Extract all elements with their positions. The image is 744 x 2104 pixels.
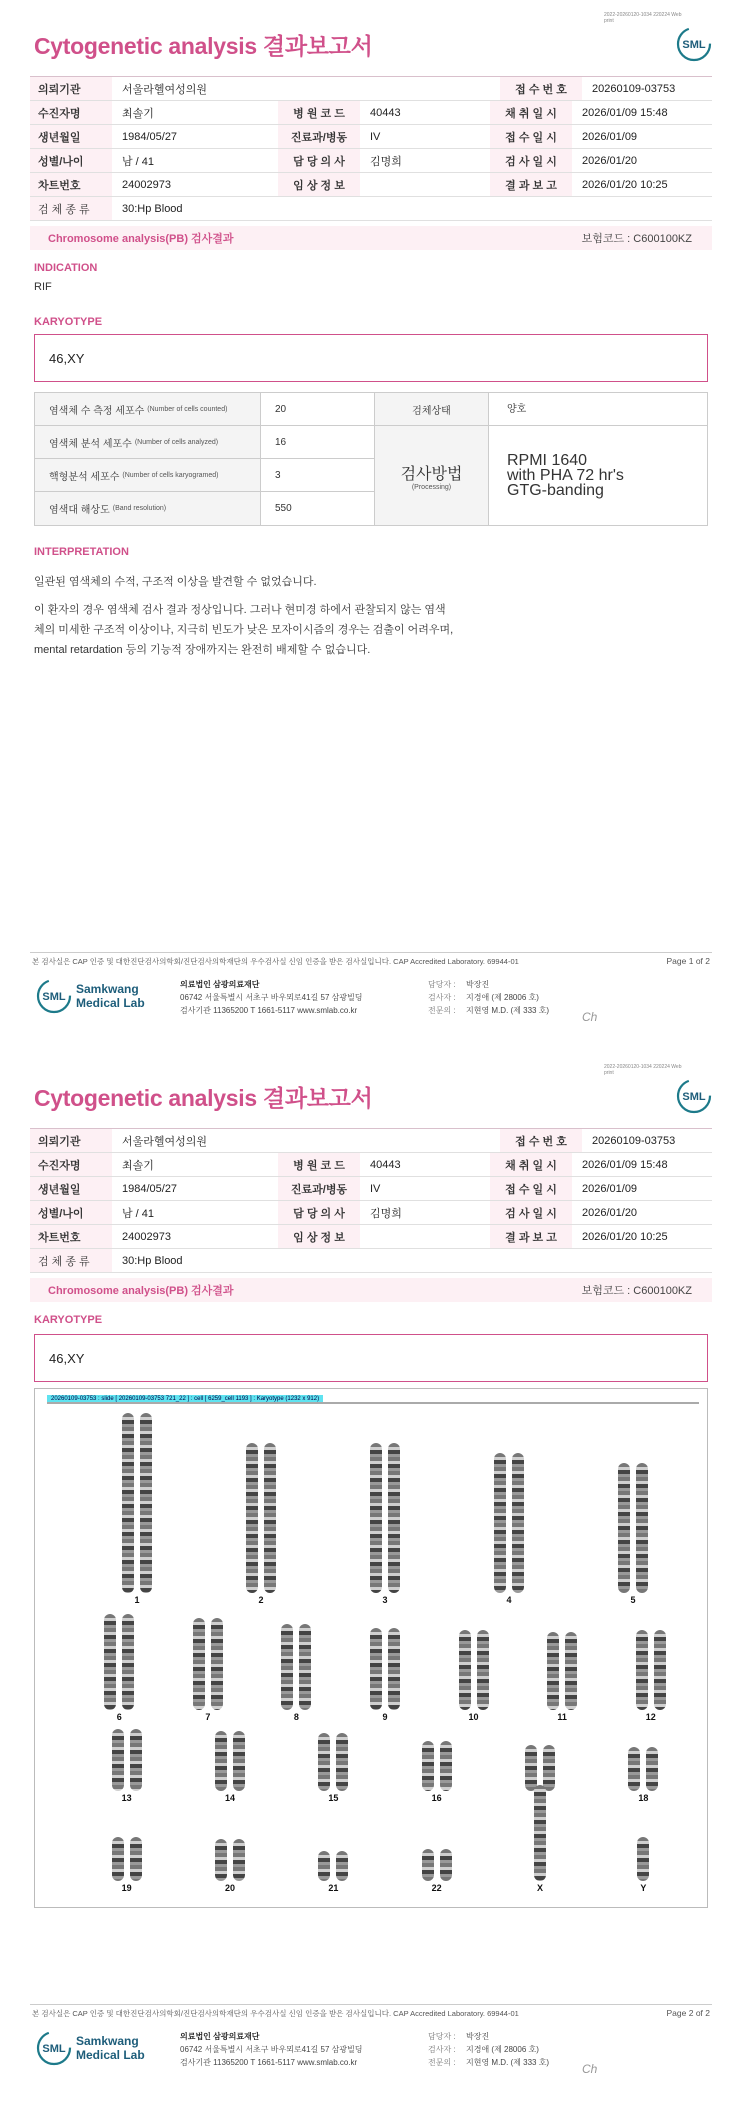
info-value: IV (370, 1182, 381, 1195)
chromosome (565, 1632, 577, 1710)
info-row (30, 197, 712, 221)
chromosome-label: 19 (121, 1883, 132, 1893)
chromosome-label: 22 (431, 1883, 442, 1893)
chromosome (140, 1413, 152, 1593)
document-code: 2022-20260120-1034 220224 Web print (604, 12, 682, 24)
chromosome (547, 1632, 559, 1710)
cell-label-en: (Band resolution) (112, 505, 167, 512)
cell-label-en: (Number of cells karyogramed) (122, 471, 219, 479)
info-label: 성별/나이 (30, 1201, 112, 1224)
table-row (35, 459, 375, 492)
info-value (360, 173, 490, 196)
page-title: Cytogenetic analysis 결과보고서 (34, 1085, 373, 1111)
info-value: 서울라헬여성의원 (122, 1135, 208, 1148)
page-number: Page 2 of 2 (666, 2008, 710, 2018)
chromosome (512, 1453, 524, 1593)
chromosome (318, 1733, 330, 1791)
table-row (35, 426, 375, 459)
info-value: 최솔기 (122, 1159, 154, 1172)
chromosome-label: 20 (224, 1883, 235, 1893)
info-value: 40443 (370, 1158, 401, 1171)
chromosome (233, 1839, 245, 1881)
chromosome-label: 10 (468, 1712, 479, 1722)
info-label: 검 사 일 시 (490, 149, 572, 172)
chromosome (440, 1741, 452, 1791)
chromosome (246, 1443, 258, 1593)
info-label: 병 원 코 드 (278, 1153, 360, 1176)
info-label: 임 상 정 보 (278, 1225, 360, 1248)
karyogram-image (34, 1388, 708, 1908)
info-value: 2026/01/09 (582, 1182, 638, 1195)
signature: Ch (582, 2062, 598, 2076)
interpretation-paragraph: 이 환자의 경우 염색체 검사 결과 정상입니다. 그러나 현미경 하에서 관찰되지 않는 염색체의 미세한 구조적 이상이나, 지극히 빈도가 낮은 모자이시즘의 경우는 검출이 어려우며, mental retardation 등의 기능적 장애까지는 완전히 배제할 수 없습니다. (34, 604, 454, 656)
chromosome (281, 1624, 293, 1710)
karyogram-rule (47, 1402, 699, 1404)
info-row (30, 1153, 712, 1177)
chromosome-label: 1 (134, 1595, 140, 1605)
info-label: 결 과 보 고 (490, 1225, 572, 1248)
info-label: 채 취 일 시 (490, 101, 572, 124)
info-label: 성별/나이 (30, 149, 112, 172)
chromosome-label: 16 (431, 1793, 442, 1803)
footer-note: 본 검사실은 CAP 인증 및 대한진단검사의학회/진단검사의학재단의 우수검사실 신임 인증을 받은 검사실입니다. CAP Accredited Laboratory. 69944-01 (32, 2009, 519, 2018)
info-value: 2026/01/20 10:25 (582, 178, 668, 191)
band-resolution-value: 550 (261, 492, 375, 525)
cell-label: 핵형분석 세포수 (49, 471, 120, 483)
footer-address: 의료법인 삼광의료재단 06742 서울특별시 서초구 바우뫼로41길 57 삼광빌딩 검사기관 11365200 T 1661-5117 www.smlab.co.kr (180, 980, 363, 1015)
chromosome (215, 1839, 227, 1881)
result-section-title: Chromosome analysis(PB) 검사결과 (48, 1285, 234, 1297)
info-label: 수진자명 (30, 101, 112, 124)
chromosome (112, 1837, 124, 1881)
info-row (30, 101, 712, 125)
chromosome (130, 1837, 142, 1881)
info-label: 수진자명 (30, 1153, 112, 1176)
karyotype-result-box (34, 334, 708, 382)
info-row (30, 173, 712, 197)
info-value: 24002973 (122, 178, 171, 191)
sml-logo (676, 1078, 712, 1114)
chromosome (440, 1849, 452, 1881)
sml-logo (676, 26, 712, 62)
chromosome (122, 1413, 134, 1593)
info-value: 남 / 41 (122, 1207, 155, 1220)
specimen-state-label: 검체상태 (375, 393, 489, 425)
chromosome (388, 1443, 400, 1593)
chromosome-label: 15 (328, 1793, 339, 1803)
info-row (30, 125, 712, 149)
indication-heading: INDICATION (34, 262, 98, 274)
interpretation-text (34, 572, 454, 668)
page-title: Cytogenetic analysis 결과보고서 (34, 33, 373, 59)
info-value: 2026/01/09 15:48 (582, 1158, 668, 1171)
info-label: 접 수 일 시 (490, 125, 572, 148)
info-value: 20260109-03753 (592, 1134, 676, 1147)
info-label: 의뢰기관 (30, 1129, 112, 1152)
chromosome-label: 4 (506, 1595, 512, 1605)
footer-address: 의료법인 삼광의료재단 06742 서울특별시 서초구 바우뫼로41길 57 삼광빌딩 검사기관 11365200 T 1661-5117 www.smlab.co.kr (180, 2032, 363, 2067)
chromosome (618, 1463, 630, 1593)
info-label: 의뢰기관 (30, 77, 112, 100)
info-row (30, 77, 712, 101)
chromosome-label: Y (640, 1883, 647, 1893)
chromosome (122, 1614, 134, 1710)
patient-info-table (30, 1128, 712, 1273)
info-row (30, 1129, 712, 1153)
info-value: IV (370, 130, 381, 143)
svg-text:SML: SML (682, 1091, 706, 1103)
cells-karyogramed-value: 3 (261, 459, 375, 491)
chromosome-label: 8 (293, 1712, 299, 1722)
chromosome-label: 13 (121, 1793, 132, 1803)
info-value: 김명희 (370, 1207, 402, 1220)
info-value: 김명희 (370, 155, 402, 168)
cell-label: 염색대 해상도 (49, 505, 110, 516)
samkwang-logo-icon (36, 2030, 72, 2066)
patient-info-table (30, 76, 712, 221)
info-value: 30:Hp Blood (122, 202, 183, 215)
info-label: 생년월일 (30, 125, 112, 148)
footer-divider (30, 2004, 712, 2005)
info-value: 남 / 41 (122, 155, 155, 168)
info-label: 검 사 일 시 (490, 1201, 572, 1224)
chromosome (534, 1785, 546, 1881)
indication-value: RIF (34, 281, 52, 293)
info-label: 진료과/병동 (278, 125, 360, 148)
signature: Ch (582, 1010, 598, 1024)
insurance-code: 보험코드 : C600100KZ (581, 1285, 692, 1297)
footer-divider (30, 952, 712, 953)
interpretation-heading: INTERPRETATION (34, 546, 129, 558)
chromosome (637, 1837, 649, 1881)
chromosome (211, 1618, 223, 1710)
chromosome-label: 9 (382, 1712, 388, 1722)
chromosome (233, 1731, 245, 1791)
chromosome (422, 1849, 434, 1881)
info-label: 접 수 번 호 (500, 77, 582, 100)
karyotype-heading: KARYOTYPE (34, 1314, 103, 1326)
svg-text:SML: SML (42, 991, 66, 1003)
chromosome (336, 1851, 348, 1881)
chromosome (494, 1453, 506, 1593)
chromosome (525, 1745, 537, 1791)
info-label: 채 취 일 시 (490, 1153, 572, 1176)
chromosome (543, 1745, 555, 1791)
info-value: 최솔기 (122, 107, 154, 120)
chromosome (104, 1614, 116, 1710)
info-label: 접 수 번 호 (500, 1129, 582, 1152)
info-label: 병 원 코 드 (278, 101, 360, 124)
interpretation-paragraph: 일관된 염색체의 수적, 구조적 이상을 발견할 수 없었습니다. (34, 576, 317, 588)
info-label: 생년월일 (30, 1177, 112, 1200)
info-value: 서울라헬여성의원 (122, 83, 208, 96)
samkwang-brand: Samkwang Medical Lab (76, 2034, 145, 2062)
chromosome (654, 1630, 666, 1710)
samkwang-brand: Samkwang Medical Lab (76, 982, 145, 1010)
chromosome (636, 1463, 648, 1593)
result-section-title: Chromosome analysis(PB) 검사결과 (48, 233, 234, 245)
chromosome (370, 1628, 382, 1710)
chromosome (336, 1733, 348, 1791)
info-row (30, 1225, 712, 1249)
method-label: 검사방법 (400, 465, 463, 483)
info-value: 2026/01/09 (582, 130, 638, 143)
chromosome-label: 3 (382, 1595, 388, 1605)
table-row (35, 393, 375, 426)
chromosome-label: 12 (645, 1712, 656, 1722)
method-line: RPMI 1640 (507, 452, 588, 469)
svg-text:SML: SML (682, 39, 706, 51)
chromosome-label: 2 (258, 1595, 264, 1605)
samkwang-logo-icon (36, 978, 72, 1014)
info-value: 2026/01/20 (582, 154, 638, 167)
table-row (35, 492, 375, 525)
info-value: 30:Hp Blood (122, 1254, 183, 1267)
karyotype-heading: KARYOTYPE (34, 316, 103, 328)
cell-count-table (34, 392, 708, 526)
chromosome-label: X (536, 1883, 543, 1893)
chromosome (477, 1630, 489, 1710)
method-line: GTG-banding (507, 482, 604, 499)
info-value: 1984/05/27 (122, 130, 178, 143)
chromosome (112, 1729, 124, 1791)
specimen-state-value: 양호 (507, 403, 527, 415)
chromosome (215, 1731, 227, 1791)
svg-text:SML: SML (42, 2043, 66, 2055)
page-number: Page 1 of 2 (666, 956, 710, 966)
info-value: 2026/01/20 10:25 (582, 1230, 668, 1243)
info-value: 2026/01/20 (582, 1206, 638, 1219)
chromosome (636, 1630, 648, 1710)
chromosome (130, 1729, 142, 1791)
info-value: 24002973 (122, 1230, 171, 1243)
footer-staff: 담당자 : 박장진 검사자 : 지경애 (제 28006 호) 전문의 : 지현영 M.D. (제 333 호) (428, 980, 550, 1015)
footer-staff: 담당자 : 박장진 검사자 : 지경애 (제 28006 호) 전문의 : 지현영 M.D. (제 333 호) (428, 2032, 550, 2067)
info-label: 진료과/병동 (278, 1177, 360, 1200)
chromosome (264, 1443, 276, 1593)
info-label: 담 당 의 사 (278, 149, 360, 172)
chromosome (370, 1443, 382, 1593)
info-label: 차트번호 (30, 173, 112, 196)
cell-label: 염색체 수 측정 세포수 (49, 405, 145, 417)
info-row (30, 1177, 712, 1201)
method-label-en: (Processing) (411, 483, 452, 491)
karyogram-banner: 20260109-03753 : slide [ 20260109-03753 721_22 ] : cell [ 6259_cell 1193 ] : Karyotype (1232 x 912) (47, 1395, 323, 1404)
info-value: 40443 (370, 106, 401, 119)
chromosome (318, 1851, 330, 1881)
info-row (30, 1249, 712, 1273)
info-label: 결 과 보 고 (490, 173, 572, 196)
chromosome-label: 7 (205, 1712, 211, 1722)
info-value: 1984/05/27 (122, 1182, 178, 1195)
info-value (360, 1225, 490, 1248)
method-line: with PHA 72 hr's (507, 467, 624, 484)
chromosome-label: 11 (557, 1712, 567, 1722)
insurance-code: 보험코드 : C600100KZ (581, 233, 692, 245)
info-row (30, 1201, 712, 1225)
chromosome (422, 1741, 434, 1791)
method-value (489, 426, 707, 525)
chromosome (646, 1747, 658, 1791)
result-section-bar (30, 226, 712, 250)
info-value: 20260109-03753 (592, 82, 676, 95)
karyotype-value: 46,XY (49, 350, 85, 366)
karyotype-value: 46,XY (49, 1350, 85, 1366)
info-label: 검 체 종 류 (30, 197, 112, 220)
cell-label-en: (Number of cells counted) (147, 405, 228, 413)
info-value: 2026/01/09 15:48 (582, 106, 668, 119)
chromosome (628, 1747, 640, 1791)
chromosome-label: 21 (328, 1883, 339, 1893)
chromosome (299, 1624, 311, 1710)
chromosome (193, 1618, 205, 1710)
info-label: 접 수 일 시 (490, 1177, 572, 1200)
info-label: 차트번호 (30, 1225, 112, 1248)
document-code: 2022-20260120-1034 220224 Web print (604, 1064, 682, 1076)
chromosome-label: 6 (116, 1712, 122, 1722)
info-label: 담 당 의 사 (278, 1201, 360, 1224)
chromosome (459, 1630, 471, 1710)
chromosome (388, 1628, 400, 1710)
cell-label: 염색체 분석 세포수 (49, 438, 132, 450)
info-label: 임 상 정 보 (278, 173, 360, 196)
chromosome-label: 18 (638, 1793, 649, 1803)
karyotype-result-box (34, 1334, 708, 1382)
footer-note: 본 검사실은 CAP 인증 및 대한진단검사의학회/진단검사의학재단의 우수검사실 신임 인증을 받은 검사실입니다. CAP Accredited Laboratory. 69944-01 (32, 957, 519, 966)
result-section-bar (30, 1278, 712, 1302)
cell-label-en: (Number of cells analyzed) (134, 438, 219, 446)
cells-analyzed-value: 16 (261, 426, 375, 458)
cells-counted-value: 20 (261, 393, 375, 425)
chromosome-label: 14 (224, 1793, 235, 1803)
chromosome-label: 5 (630, 1595, 636, 1605)
info-row (30, 149, 712, 173)
info-label: 검 체 종 류 (30, 1249, 112, 1272)
